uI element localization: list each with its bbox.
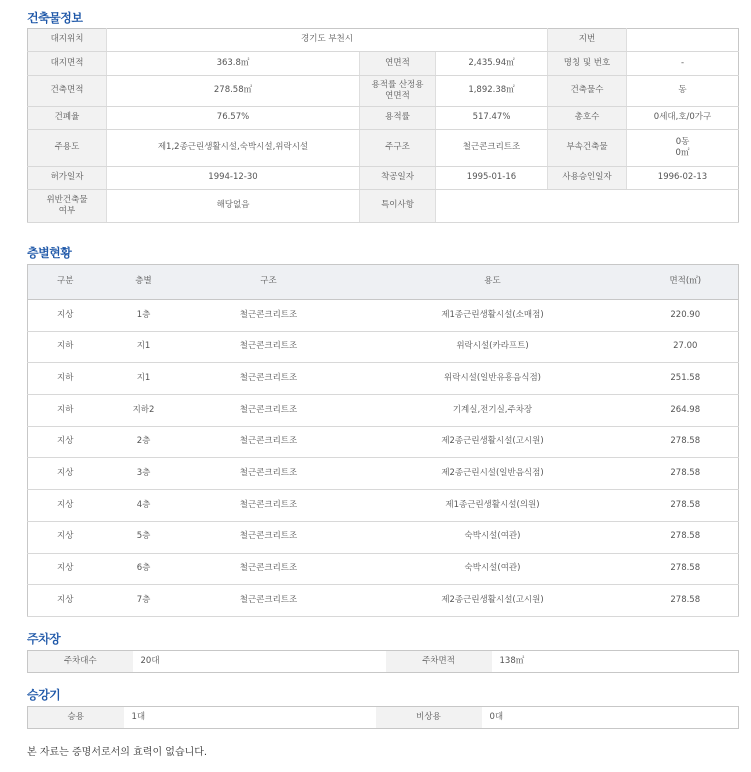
floor-status-title: 층별현황 xyxy=(27,246,72,260)
floor-row xyxy=(28,426,739,458)
floor-cell: 지상 xyxy=(28,426,103,458)
floor-cell: 지하 xyxy=(28,395,103,427)
elevator-title: 승강기 xyxy=(27,688,61,702)
floor-column-header: 용도 xyxy=(353,265,633,300)
building-info-row xyxy=(28,29,739,52)
floor-row xyxy=(28,458,739,490)
elevator-table xyxy=(27,706,739,729)
floor-cell: 4층 xyxy=(103,490,185,522)
info-value: 363.8㎡ xyxy=(107,52,360,76)
info-label: 착공일자 xyxy=(360,167,436,190)
floor-cell: 지1 xyxy=(103,331,185,363)
info-label: 특이사항 xyxy=(360,190,436,223)
floor-cell: 2층 xyxy=(103,426,185,458)
floor-cell: 철근콘크리트조 xyxy=(185,585,353,617)
info-value: 1,892.38㎡ xyxy=(436,76,548,107)
floor-cell: 철근콘크리트조 xyxy=(185,490,353,522)
floor-cell: 지하 xyxy=(28,331,103,363)
floor-row xyxy=(28,395,739,427)
info-label: 주용도 xyxy=(28,130,107,167)
elevator-passenger-value: 1대 xyxy=(131,711,146,722)
floor-cell: 278.58 xyxy=(633,585,739,617)
info-value: 278.58㎡ xyxy=(107,76,360,107)
info-label: 허가일자 xyxy=(28,167,107,190)
info-value: 해당없음 xyxy=(107,190,360,223)
info-label: 주구조 xyxy=(360,130,436,167)
floor-cell: 5층 xyxy=(103,521,185,553)
floor-cell: 278.58 xyxy=(633,458,739,490)
floor-row xyxy=(28,490,739,522)
info-value: 1995-01-16 xyxy=(436,167,548,190)
floor-row xyxy=(28,331,739,363)
floor-row xyxy=(28,363,739,395)
floor-cell: 지하2 xyxy=(103,395,185,427)
floor-cell: 6층 xyxy=(103,553,185,585)
info-value xyxy=(436,190,739,223)
floor-cell: 지1 xyxy=(103,363,185,395)
floor-row xyxy=(28,300,739,332)
info-value: 517.47% xyxy=(436,107,548,130)
floor-cell: 27.00 xyxy=(633,331,739,363)
floor-cell: 지상 xyxy=(28,521,103,553)
info-label: 명칭 및 번호 xyxy=(548,52,627,76)
info-label: 용적률 xyxy=(360,107,436,130)
building-info-row xyxy=(28,52,739,76)
info-value xyxy=(627,29,739,52)
building-info-title: 건축물정보 xyxy=(27,11,83,25)
parking-area-value: 138㎡ xyxy=(499,655,525,666)
floor-cell: 지상 xyxy=(28,553,103,585)
floor-cell: 기계실,전기실,주차장 xyxy=(353,395,633,427)
floor-cell: 위락시설(일반유흥음식점) xyxy=(353,363,633,395)
info-value: 1994-12-30 xyxy=(107,167,360,190)
floor-cell: 278.58 xyxy=(633,553,739,585)
info-value: 1996-02-13 xyxy=(627,167,739,190)
info-label: 지번 xyxy=(548,29,627,52)
floor-cell: 220.90 xyxy=(633,300,739,332)
floor-cell: 제2종근린생활시설(고시원) xyxy=(353,585,633,617)
floor-cell: 지상 xyxy=(28,458,103,490)
floor-cell: 철근콘크리트조 xyxy=(185,395,353,427)
floor-cell: 지하 xyxy=(28,363,103,395)
parking-count-label: 주차대수 xyxy=(28,651,133,673)
parking-table xyxy=(27,650,739,673)
building-info-row xyxy=(28,190,739,223)
floor-cell: 7층 xyxy=(103,585,185,617)
floor-cell: 지상 xyxy=(28,490,103,522)
info-label: 연면적 xyxy=(360,52,436,76)
floor-cell: 278.58 xyxy=(633,490,739,522)
info-value: - xyxy=(627,52,739,76)
info-label: 건축면적 xyxy=(28,76,107,107)
elevator-emergency-label: 비상용 xyxy=(376,707,482,729)
info-label: 용적률 산정용 연면적 xyxy=(360,76,436,107)
building-info-row xyxy=(28,107,739,130)
info-value: 경기도 부천시 xyxy=(107,29,548,52)
parking-title: 주차장 xyxy=(27,632,61,646)
floor-column-header: 면적(㎡) xyxy=(633,265,739,300)
floor-cell: 278.58 xyxy=(633,521,739,553)
floor-column-header: 구조 xyxy=(185,265,353,300)
floor-cell: 264.98 xyxy=(633,395,739,427)
floor-cell: 위락시설(카라프트) xyxy=(353,331,633,363)
info-value: 동 xyxy=(627,76,739,107)
floor-column-header: 층별 xyxy=(103,265,185,300)
floor-status-table xyxy=(27,264,739,617)
floor-cell: 제2종근린시설(일반음식점) xyxy=(353,458,633,490)
floor-cell: 지상 xyxy=(28,585,103,617)
floor-cell: 철근콘크리트조 xyxy=(185,458,353,490)
floor-row xyxy=(28,585,739,617)
floor-cell: 숙박시설(여관) xyxy=(353,553,633,585)
floor-cell: 1층 xyxy=(103,300,185,332)
parking-area-label: 주차면적 xyxy=(386,651,492,673)
building-info-row xyxy=(28,76,739,107)
info-label: 대지면적 xyxy=(28,52,107,76)
disclaimer-footnote: 본 자료는 증명서로서의 효력이 없습니다. xyxy=(27,747,208,758)
floor-cell: 지상 xyxy=(28,300,103,332)
floor-row xyxy=(28,553,739,585)
floor-cell: 철근콘크리트조 xyxy=(185,300,353,332)
info-label: 사용승인일자 xyxy=(548,167,627,190)
floor-cell: 제1종근린생활시설(의원) xyxy=(353,490,633,522)
floor-cell: 278.58 xyxy=(633,426,739,458)
elevator-passenger-label: 승용 xyxy=(28,707,124,729)
floor-cell: 철근콘크리트조 xyxy=(185,331,353,363)
floor-row xyxy=(28,521,739,553)
info-label: 위반건축물 여부 xyxy=(28,190,107,223)
info-label: 부속건축물 xyxy=(548,130,627,167)
building-info-row xyxy=(28,130,739,167)
building-info-table xyxy=(27,28,739,223)
floor-cell: 251.58 xyxy=(633,363,739,395)
floor-column-header: 구분 xyxy=(28,265,103,300)
info-label: 건축물수 xyxy=(548,76,627,107)
info-value: 2,435.94㎡ xyxy=(436,52,548,76)
floor-cell: 제1종근린생활시설(소매점) xyxy=(353,300,633,332)
info-value: 철근콘크리트조 xyxy=(436,130,548,167)
building-info-row xyxy=(28,167,739,190)
info-value: 제1,2종근린생활시설,숙박시설,위락시설 xyxy=(107,130,360,167)
floor-cell: 철근콘크리트조 xyxy=(185,521,353,553)
info-value: 0세대,호/0가구 xyxy=(627,107,739,130)
parking-count-value: 20대 xyxy=(140,655,160,666)
floor-cell: 제2종근린생활시설(고시원) xyxy=(353,426,633,458)
floor-cell: 숙박시설(여관) xyxy=(353,521,633,553)
info-value: 76.57% xyxy=(107,107,360,130)
floor-cell: 3층 xyxy=(103,458,185,490)
floor-cell: 철근콘크리트조 xyxy=(185,426,353,458)
floor-cell: 철근콘크리트조 xyxy=(185,553,353,585)
info-label: 대지위치 xyxy=(28,29,107,52)
elevator-emergency-value: 0대 xyxy=(489,711,504,722)
info-value: 0동 0㎡ xyxy=(627,130,739,167)
floor-cell: 철근콘크리트조 xyxy=(185,363,353,395)
info-label: 총호수 xyxy=(548,107,627,130)
info-label: 건폐율 xyxy=(28,107,107,130)
